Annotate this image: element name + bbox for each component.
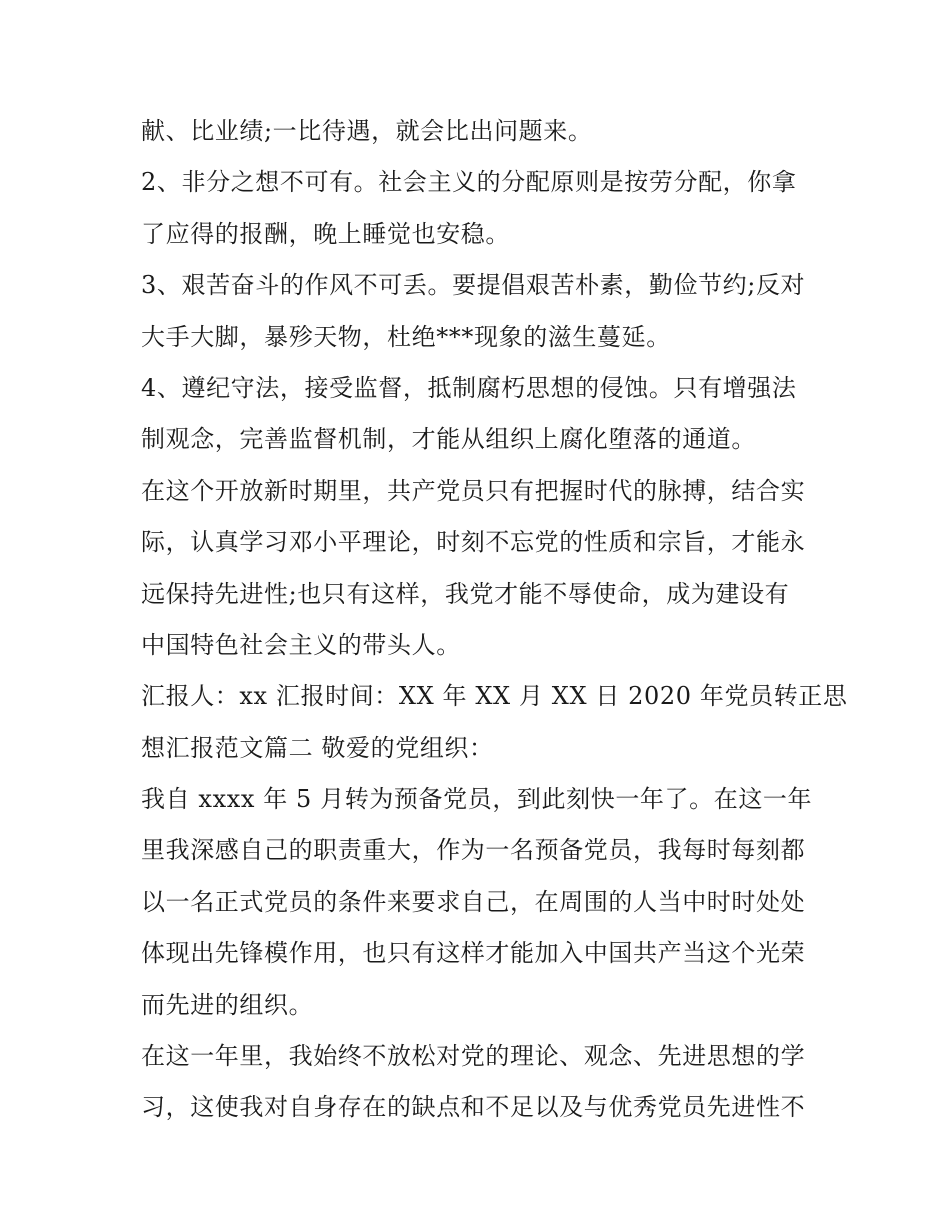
text-line: 里我深感自己的职责重大，作为一名预备党员，我每时每刻都 <box>141 836 806 865</box>
text-line: 在这个开放新时期里，共产党员只有把握时代的脉搏，结合实 <box>141 476 806 505</box>
text-line: 大手大脚，暴殄天物，杜绝***现象的滋生蔓延。 <box>141 322 671 351</box>
text-line: 而先进的组织。 <box>141 990 314 1019</box>
text-line: 制观念，完善监督机制，才能从组织上腐化堕落的通道。 <box>141 425 756 454</box>
text-line: 3、艰苦奋斗的作风不可丢。要提倡艰苦朴素，勤俭节约;反对 <box>141 271 806 300</box>
text-line: 中国特色社会主义的带头人。 <box>141 630 461 659</box>
text-line: 远保持先进性;也只有这样，我党才能不辱使命，成为建设有 <box>141 579 790 608</box>
text-line: 汇报人：xx 汇报时间：XX 年 XX 月 XX 日 2020 年党员转正思 <box>141 682 848 711</box>
text-line: 在这一年里，我始终不放松对党的理论、观念、先进思想的学 <box>141 1042 806 1071</box>
text-line: 际，认真学习邓小平理论，时刻不忘党的性质和宗旨，才能永 <box>141 528 806 557</box>
text-line: 体现出先锋模作用，也只有这样才能加入中国共产当这个光荣 <box>141 939 806 968</box>
text-line: 我自 xxxx 年 5 月转为预备党员，到此刻快一年了。在这一年 <box>141 785 813 814</box>
text-line: 习，这使我对自身存在的缺点和不足以及与优秀党员先进性不 <box>141 1093 806 1122</box>
text-line: 以一名正式党员的条件来要求自己，在周围的人当中时时处处 <box>141 887 806 916</box>
document-body <box>141 106 848 1134</box>
text-line: 2、非分之想不可有。社会主义的分配原则是按劳分配，你拿 <box>141 168 797 197</box>
text-line: 想汇报范文篇二 敬爱的党组织： <box>141 733 494 762</box>
text-line: 了应得的报酬，晚上睡觉也安稳。 <box>141 219 510 248</box>
text-line: 4、遵纪守法，接受监督，抵制腐朽思想的侵蚀。只有增强法 <box>141 373 797 402</box>
text-line: 献、比业绩;一比待遇，就会比出问题来。 <box>141 117 593 145</box>
